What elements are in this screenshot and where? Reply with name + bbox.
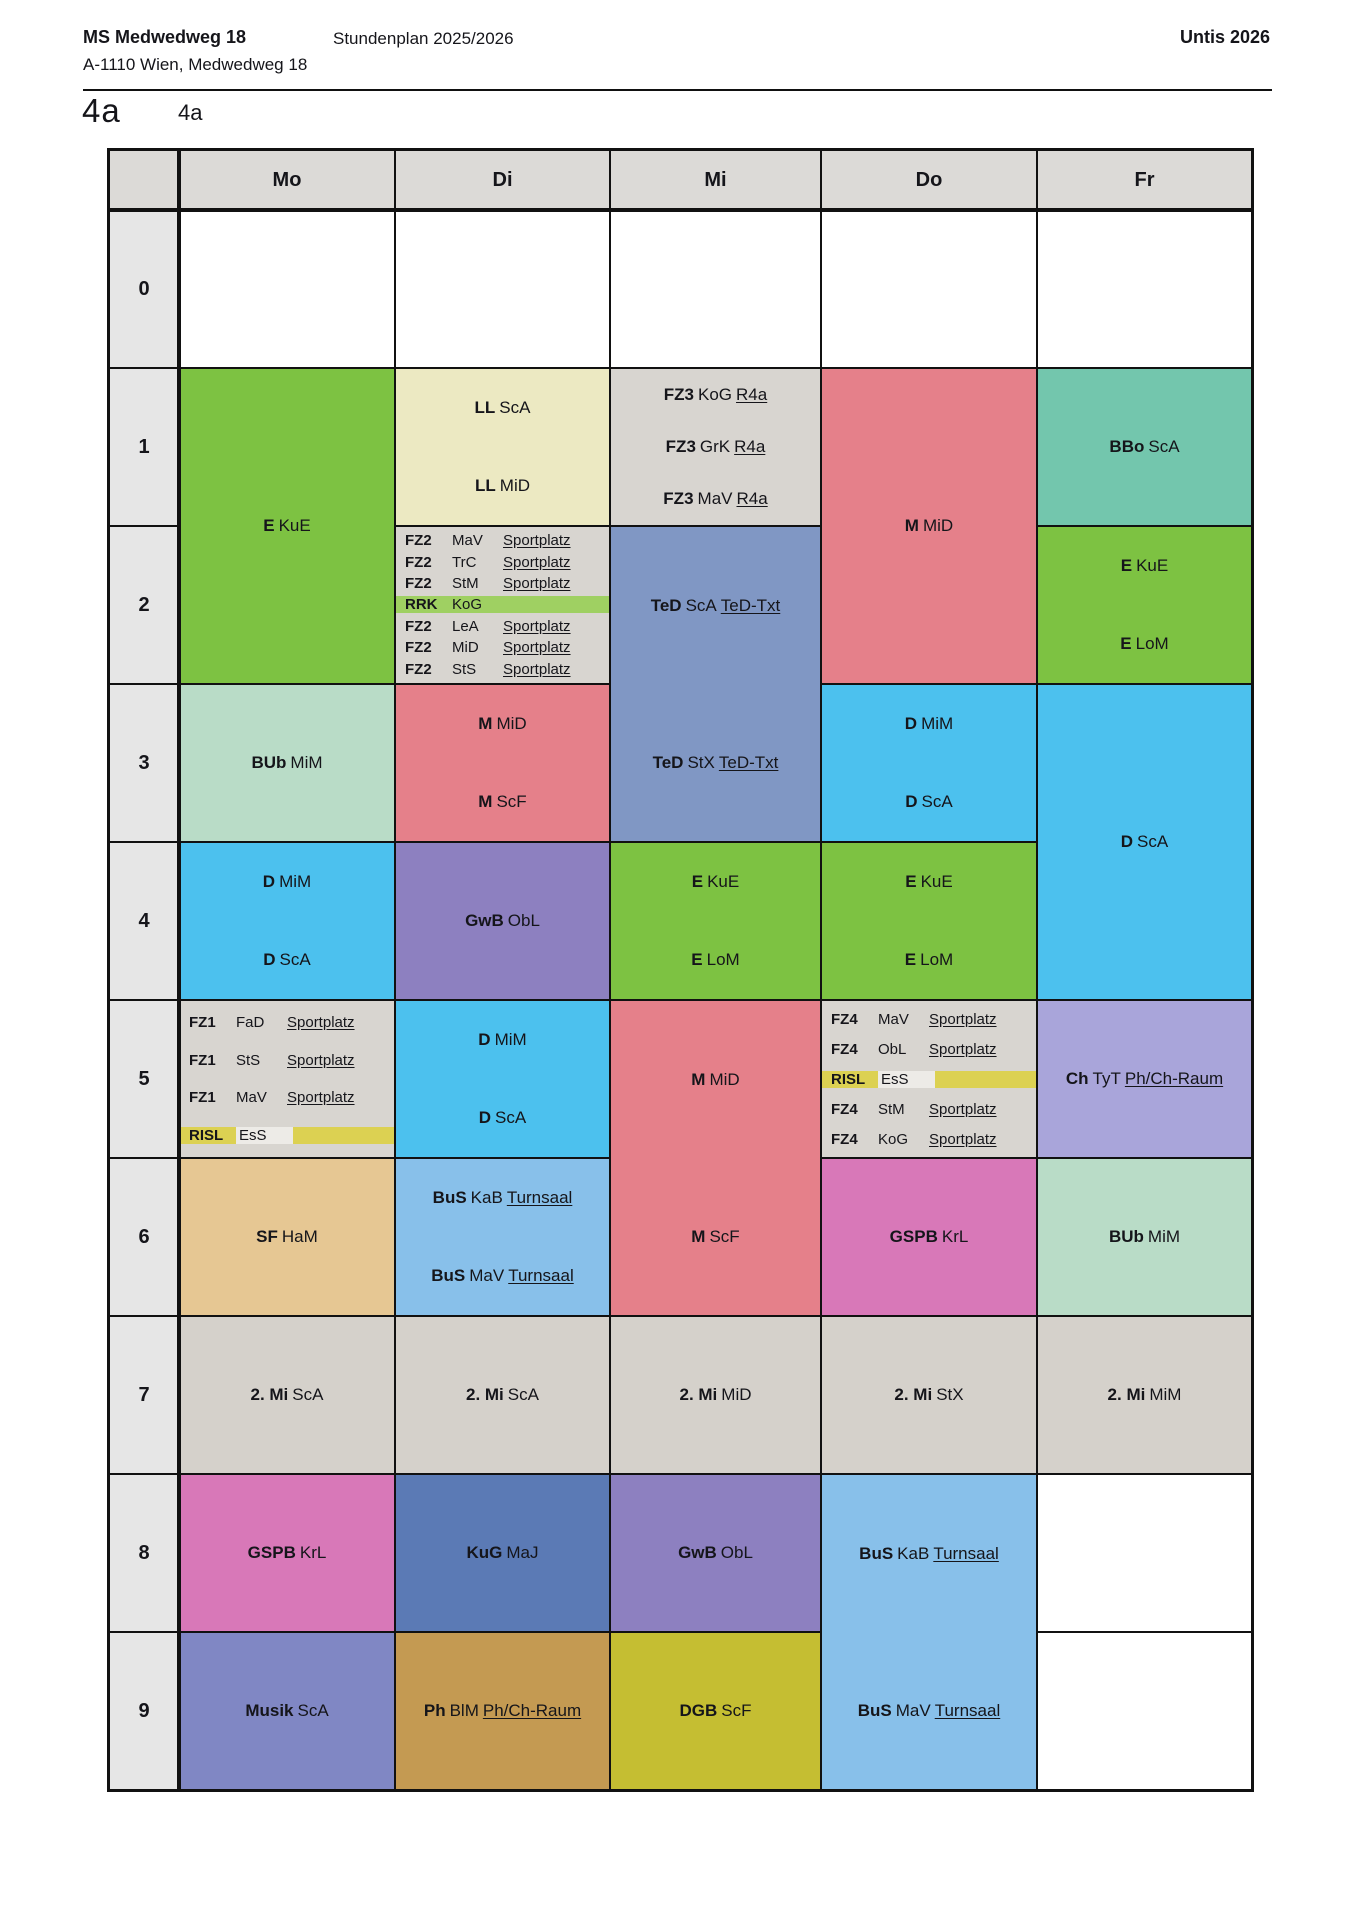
lesson-cell — [822, 369, 1036, 683]
lesson-cell — [180, 1633, 394, 1789]
lesson-entry: E KuE — [263, 516, 311, 535]
lesson-cell — [180, 1317, 394, 1473]
lesson-entry: TeD StX TeD-Txt — [652, 752, 779, 772]
plan-title: Stundenplan 2025/2026 — [333, 29, 514, 48]
lesson-cell — [396, 843, 609, 999]
empty-cell — [1038, 211, 1251, 367]
lesson-entry: M ScF — [691, 1226, 740, 1246]
lesson-cell — [822, 685, 1036, 841]
lesson-entry: E LoM — [691, 950, 740, 969]
lesson-cell — [396, 1475, 609, 1631]
day-header-mo: Mo — [180, 151, 394, 209]
empty-cell — [180, 211, 394, 367]
lesson-entry: M MiD — [478, 714, 527, 733]
period-label: 2 — [110, 527, 178, 683]
lesson-entry: RISL EsS — [822, 1071, 1036, 1088]
period-label: 7 — [110, 1317, 178, 1473]
lesson-cell — [180, 1001, 394, 1157]
lesson-entry: GSPB KrL — [889, 1227, 969, 1246]
lesson-entry: FZ4 KoG Sportplatz — [831, 1130, 997, 1148]
empty-cell — [396, 211, 609, 367]
lesson-entry: M ScF — [478, 792, 527, 811]
class-title: 4a — [82, 92, 121, 129]
lesson-entry: 2. Mi MiD — [679, 1385, 752, 1404]
lesson-entry: GwB ObL — [678, 1543, 753, 1562]
lesson-entry: FZ2 MiD Sportplatz — [405, 639, 571, 657]
lesson-entry: GSPB KrL — [247, 1543, 327, 1562]
header-divider — [83, 89, 1272, 91]
lesson-cell — [396, 527, 609, 683]
lesson-cell — [180, 1159, 394, 1315]
lesson-cell — [1038, 369, 1251, 525]
lesson-cell — [611, 843, 820, 999]
lesson-cell — [611, 527, 820, 841]
period-label: 9 — [110, 1633, 178, 1789]
empty-cell — [822, 211, 1036, 367]
period-label: 4 — [110, 843, 178, 999]
lesson-entry: BUb MiM — [1108, 1227, 1181, 1246]
lesson-entry: FZ3 MaV R4a — [663, 489, 768, 508]
lesson-entry: FZ1 MaV Sportplatz — [189, 1089, 355, 1107]
lesson-cell — [822, 1159, 1036, 1315]
lesson-entry: 2. Mi ScA — [466, 1385, 539, 1404]
lesson-entry: E KuE — [1120, 556, 1169, 575]
lesson-entry: FZ2 LeA Sportplatz — [405, 617, 571, 635]
lesson-entry: D MiM — [478, 1030, 527, 1049]
lesson-entry: DGB ScF — [679, 1701, 752, 1720]
lesson-entry: RISL EsS — [180, 1127, 394, 1144]
lesson-entry: BuS MaV Turnsaal — [431, 1266, 574, 1285]
school-name: MS Medwedweg 18 — [83, 27, 247, 47]
lesson-cell — [1038, 527, 1251, 683]
lesson-cell — [822, 1317, 1036, 1473]
lesson-entry: SF HaM — [256, 1227, 318, 1246]
day-header-fr: Fr — [1038, 151, 1251, 209]
lesson-entry: E KuE — [905, 872, 953, 891]
lesson-entry: D ScA — [263, 950, 311, 969]
lesson-entry: FZ2 TrC Sportplatz — [405, 553, 571, 571]
lesson-cell — [396, 1317, 609, 1473]
lesson-cell — [1038, 1159, 1251, 1315]
lesson-cell — [822, 1001, 1036, 1157]
lesson-cell — [1038, 685, 1251, 999]
period-label: 6 — [110, 1159, 178, 1315]
period-column-divider — [177, 151, 181, 1789]
lesson-cell — [180, 843, 394, 999]
lesson-cell — [396, 369, 609, 525]
untis-brand: Untis 2026 — [1179, 27, 1270, 47]
day-header-divider — [110, 208, 1251, 212]
lesson-cell — [180, 685, 394, 841]
lesson-cell — [180, 369, 394, 683]
lesson-entry: D MiM — [904, 714, 954, 733]
day-header-di: Di — [396, 151, 609, 209]
lesson-entry: FZ3 GrK R4a — [665, 437, 766, 456]
lesson-entry: FZ3 KoG R4a — [663, 385, 768, 404]
timetable-grid — [107, 148, 1254, 1792]
lesson-entry: FZ4 MaV Sportplatz — [831, 1010, 997, 1028]
lesson-entry: BuS KaB Turnsaal — [432, 1188, 573, 1207]
class-subtitle: 4a — [178, 100, 203, 125]
lesson-entry: Musik ScA — [245, 1701, 329, 1720]
lesson-cell — [396, 685, 609, 841]
lesson-cell — [396, 1159, 609, 1315]
lesson-entry: D MiM — [262, 872, 312, 891]
lesson-cell — [611, 1633, 820, 1789]
lesson-entry: Ph BlM Ph/Ch-Raum — [423, 1701, 582, 1720]
lesson-cell — [822, 843, 1036, 999]
lesson-cell — [611, 1001, 820, 1315]
lesson-entry: E LoM — [1120, 634, 1169, 653]
lesson-entry: M MiD — [691, 1069, 740, 1089]
day-header-mi: Mi — [611, 151, 820, 209]
period-label: 0 — [110, 211, 178, 367]
period-label: 1 — [110, 369, 178, 525]
period-label: 3 — [110, 685, 178, 841]
lesson-entry: RRK KoG — [396, 596, 609, 613]
lesson-cell — [611, 1475, 820, 1631]
lesson-entry: BuS KaB Turnsaal — [859, 1543, 999, 1563]
lesson-cell — [1038, 1317, 1251, 1473]
period-label: 8 — [110, 1475, 178, 1631]
lesson-entry: Ch TyT Ph/Ch-Raum — [1065, 1069, 1224, 1088]
empty-cell — [1038, 1633, 1251, 1789]
school-address: A-1110 Wien, Medwedweg 18 — [83, 55, 308, 74]
lesson-entry: BBo ScA — [1109, 437, 1180, 456]
lesson-entry: LL MiD — [475, 476, 530, 495]
lesson-entry: GwB ObL — [465, 911, 540, 930]
corner-cell — [110, 151, 178, 209]
lesson-entry: FZ1 FaD Sportplatz — [189, 1014, 355, 1032]
lesson-cell — [611, 369, 820, 525]
lesson-entry: FZ4 StM Sportplatz — [831, 1100, 997, 1118]
lesson-cell — [396, 1633, 609, 1789]
lesson-entry: FZ2 StS Sportplatz — [405, 660, 571, 678]
empty-cell — [1038, 1475, 1251, 1631]
lesson-entry: FZ2 StM Sportplatz — [405, 575, 571, 593]
lesson-entry: BuS MaV Turnsaal — [857, 1700, 1001, 1720]
lesson-cell — [822, 1475, 1036, 1789]
day-header-do: Do — [822, 151, 1036, 209]
lesson-entry: 2. Mi MiM — [1107, 1385, 1182, 1404]
lesson-cell — [611, 1317, 820, 1473]
lesson-entry: D ScA — [905, 792, 953, 811]
lesson-cell — [396, 1001, 609, 1157]
period-label: 5 — [110, 1001, 178, 1157]
lesson-entry: 2. Mi StX — [894, 1385, 964, 1404]
lesson-entry: D ScA — [1120, 832, 1169, 851]
lesson-entry: FZ4 ObL Sportplatz — [831, 1040, 997, 1058]
lesson-entry: TeD ScA TeD-Txt — [650, 595, 781, 615]
empty-cell — [611, 211, 820, 367]
lesson-entry: KuG MaJ — [466, 1543, 539, 1562]
lesson-entry: FZ2 MaV Sportplatz — [405, 532, 571, 550]
lesson-entry: FZ1 StS Sportplatz — [189, 1051, 355, 1069]
lesson-entry: E LoM — [904, 950, 954, 969]
lesson-entry: BUb MiM — [251, 753, 323, 772]
lesson-cell — [1038, 1001, 1251, 1157]
lesson-entry: 2. Mi ScA — [250, 1385, 324, 1404]
lesson-entry: E KuE — [691, 872, 740, 891]
lesson-cell — [180, 1475, 394, 1631]
lesson-entry: M MiD — [904, 516, 954, 535]
lesson-entry: D ScA — [478, 1108, 527, 1127]
lesson-entry: LL ScA — [474, 398, 531, 417]
